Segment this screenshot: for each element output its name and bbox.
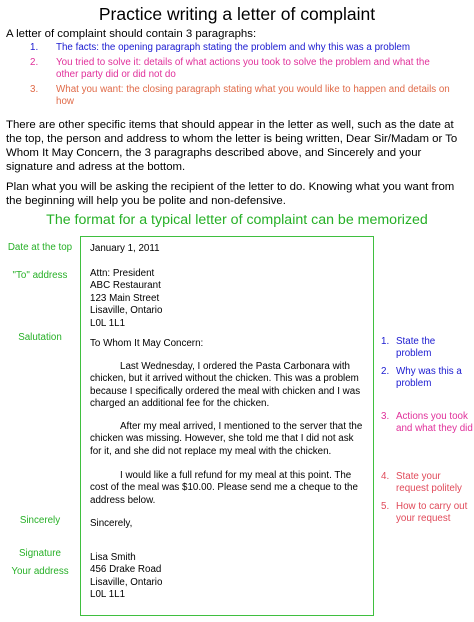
note-text: State your request politely bbox=[396, 471, 462, 494]
list-number: 3. bbox=[30, 84, 39, 95]
list-number: 2. bbox=[30, 57, 39, 68]
note-request bbox=[381, 471, 473, 495]
letter-to-address bbox=[90, 268, 364, 330]
note-state-problem bbox=[381, 336, 473, 360]
letter-signature-block bbox=[90, 552, 364, 602]
letter-body-1-wrap bbox=[90, 361, 364, 411]
note-actions bbox=[381, 411, 473, 435]
list-number: 1. bbox=[30, 42, 39, 53]
note-text: Actions you took and what they did bbox=[396, 411, 473, 434]
sample-letter bbox=[80, 236, 374, 616]
signature-line: Lisaville, Ontario bbox=[90, 576, 163, 588]
label-your-address: Your address bbox=[11, 566, 69, 577]
address-line: 123 Main Street bbox=[90, 292, 160, 304]
note-number: 3. bbox=[381, 411, 390, 422]
list-text: What you want: the closing paragraph stating what you would like to happen and details on how bbox=[56, 84, 450, 107]
list-item bbox=[30, 57, 450, 81]
letter-closing: Sincerely, bbox=[90, 518, 133, 529]
plan-paragraph: Plan what you will be asking the recipient of the letter to do. Knowing what you want from the beginning will help you be polite and non-defensive. bbox=[6, 181, 455, 207]
address-line: L0L 1L1 bbox=[90, 317, 126, 329]
label-to-address: "To" address bbox=[12, 270, 68, 281]
page-title: Practice writing a letter of complaint bbox=[98, 4, 376, 24]
list-item bbox=[30, 42, 450, 54]
paragraph-list bbox=[30, 42, 450, 111]
list-text: The facts: the opening paragraph stating the problem and why this was a problem bbox=[56, 42, 410, 53]
label-signature: Signature bbox=[19, 548, 61, 559]
letter-body-3-wrap bbox=[90, 470, 364, 507]
note-number: 1. bbox=[381, 336, 390, 347]
note-text: Why was this a problem bbox=[396, 366, 462, 389]
note-number: 2. bbox=[381, 366, 390, 377]
note-number: 5. bbox=[381, 501, 390, 512]
note-number: 4. bbox=[381, 471, 390, 482]
intro-text: A letter of complaint should contain 3 paragraphs: bbox=[6, 28, 257, 40]
letter-body-3: I would like a full refund for my meal at this point. The cost of the meal was $10.00. Please send me a cheque to the address below. bbox=[90, 470, 358, 506]
letter-body-2-wrap bbox=[90, 421, 364, 458]
note-text: State the problem bbox=[396, 336, 436, 359]
specific-items-paragraph: There are other specific items that should appear in the letter as well, such as the date at the top, the person and address to whom the letter is being written, Dear Sir/Madam or To Whom It May Concern, the 3 paragraphs described above, and Sincerely and your signature and adress at the bottom. bbox=[6, 119, 458, 173]
signature-line: L0L 1L1 bbox=[90, 589, 126, 601]
format-subtitle: The format for a typical letter of complaint can be memorized bbox=[46, 212, 428, 228]
label-salutation: Salutation bbox=[18, 332, 62, 343]
letter-body-2: After my meal arrived, I mentioned to the server that the chicken was missing. However, she told me that I did not ask for it, and she did not replace my meal with the chicken. bbox=[90, 421, 363, 457]
signature-line: Lisa Smith bbox=[90, 552, 136, 563]
signature-line: 456 Drake Road bbox=[90, 564, 162, 576]
note-how-to bbox=[381, 501, 473, 525]
address-line: Lisaville, Ontario bbox=[90, 305, 163, 317]
address-line: Attn: President bbox=[90, 268, 155, 279]
note-text: How to carry out your request bbox=[396, 501, 468, 524]
list-text: You tried to solve it: details of what actions you took to solve the problem and what the other party did or did not do bbox=[56, 57, 430, 80]
address-line: ABC Restaurant bbox=[90, 280, 161, 292]
letter-salutation: To Whom It May Concern: bbox=[90, 338, 204, 349]
label-date: Date at the top bbox=[7, 242, 73, 253]
letter-date: January 1, 2011 bbox=[90, 243, 160, 254]
label-sincerely: Sincerely bbox=[19, 515, 61, 526]
note-why-problem bbox=[381, 366, 473, 390]
list-item bbox=[30, 84, 450, 108]
letter-body-1: Last Wednesday, I ordered the Pasta Carbonara with chicken, but it arrived without the chicken. This was a problem because I specifically ordered the meal with chicken and I was charged an additional fee for the chicken. bbox=[90, 361, 361, 410]
